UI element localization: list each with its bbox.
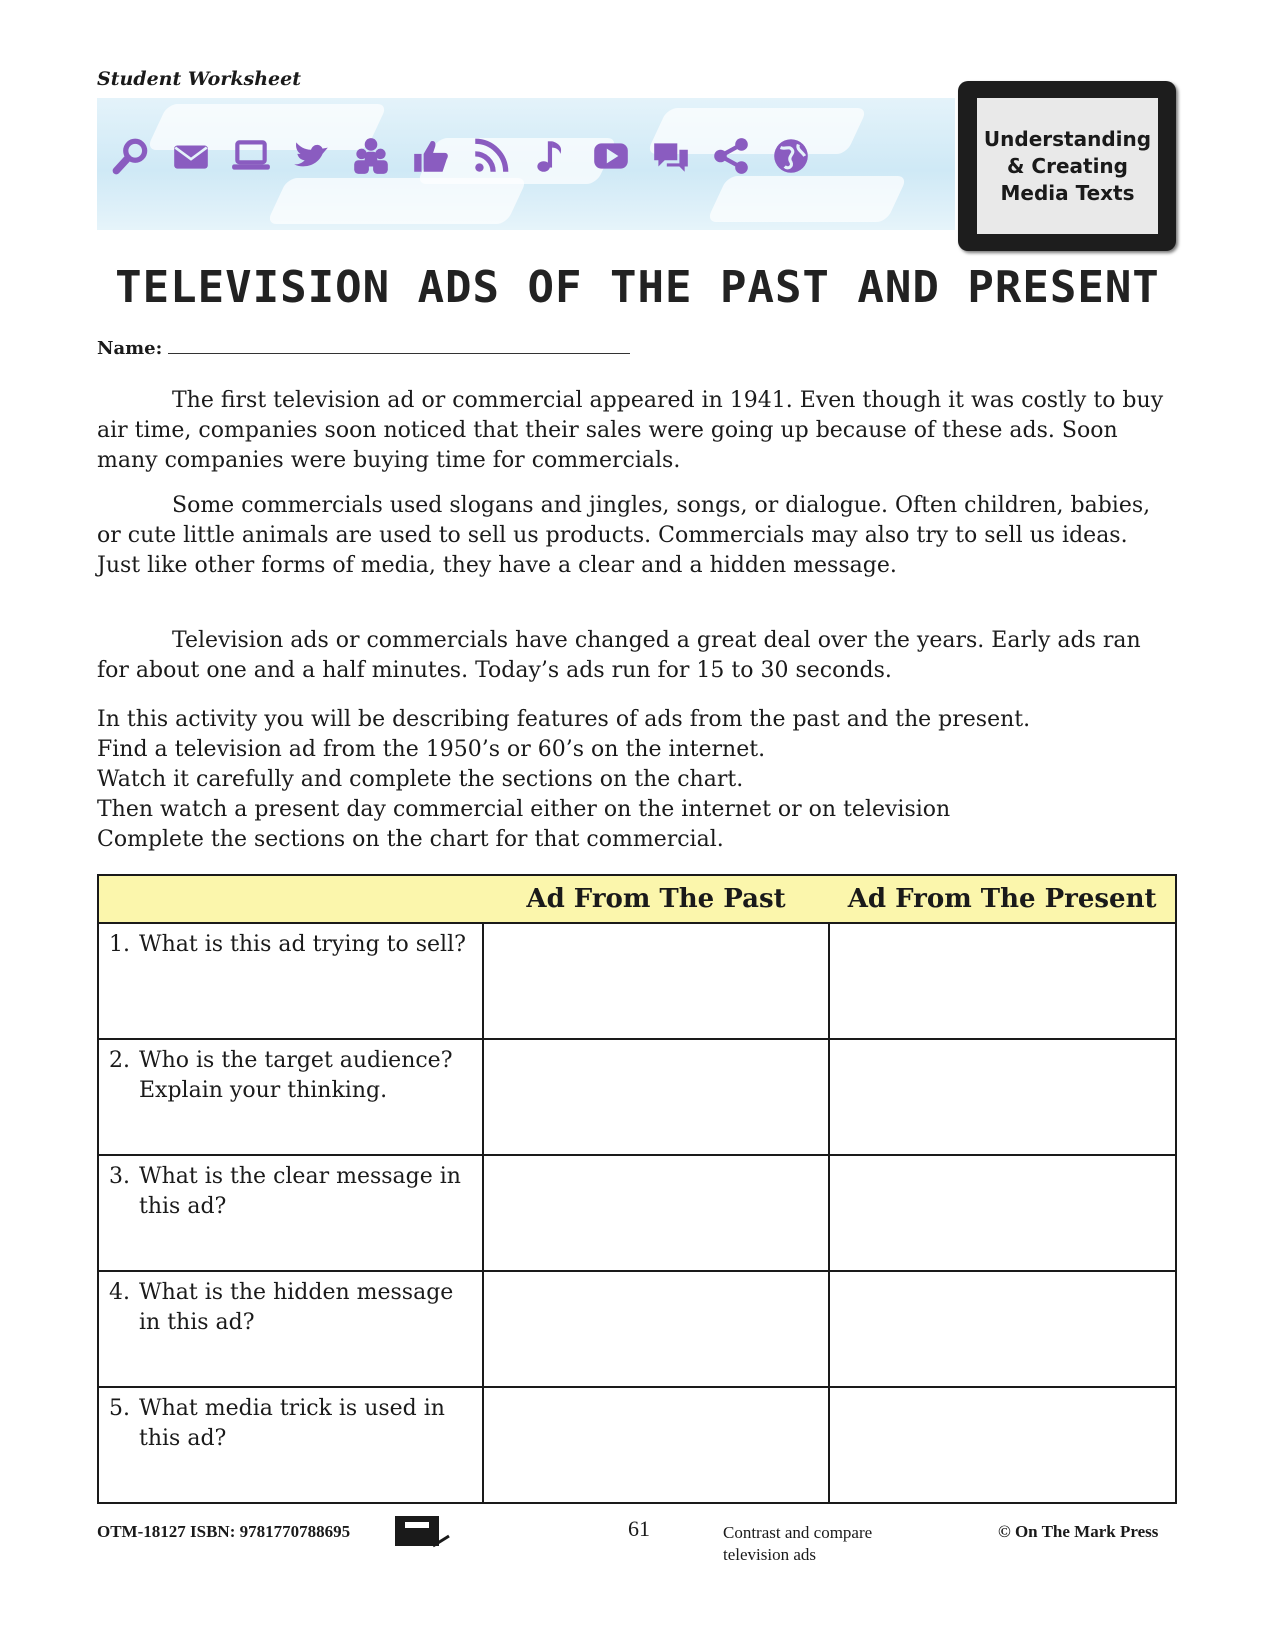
question-number: 4. — [109, 1280, 130, 1305]
table-row — [98, 1039, 1176, 1155]
media-icons-banner — [97, 98, 955, 230]
chat-icon — [649, 134, 693, 178]
page-title: TELEVISION ADS OF THE PAST AND PRESENT — [115, 262, 1160, 313]
question-number: 1. — [109, 932, 130, 957]
name-label: Name: — [97, 338, 163, 359]
intro-paragraph-1: The first television ad or commercial appeared in 1941. Even though it was costly to buy air time, companies soon noticed that their sales were going up because of these ads. Soon many companies were buying time for commercials. — [97, 388, 1164, 473]
badge-screen — [977, 98, 1158, 234]
globe-icon — [769, 134, 813, 178]
page-number: 61 — [628, 1516, 650, 1541]
present-answer-cell[interactable] — [829, 1387, 1176, 1503]
past-answer-cell[interactable] — [483, 1271, 830, 1387]
present-answer-cell[interactable] — [829, 1039, 1176, 1155]
play-icon — [589, 134, 633, 178]
question-number: 3. — [109, 1164, 130, 1189]
question-text: What media trick is used in this ad? — [139, 1396, 445, 1451]
mail-icon — [169, 134, 213, 178]
instruction-line: Find a television ad from the 1950’s or 60’s on the internet. — [97, 737, 766, 762]
activity-instructions — [97, 705, 1177, 855]
intro-paragraph-2: Some commercials used slogans and jingles, songs, or dialogue. Often children, babies, or cute little animals are used to sell us products. Commercials may also try to sell us ideas. Just like other forms of media, they have a clear and a hidden message. — [97, 493, 1151, 578]
name-field[interactable] — [97, 338, 630, 359]
share-icon — [709, 134, 753, 178]
question-cell — [98, 1271, 483, 1387]
instruction-line: Watch it carefully and complete the sections on the chart. — [97, 767, 744, 792]
badge-text: Understanding & Creating Media Texts — [983, 126, 1152, 205]
instruction-line: Then watch a present day commercial either on the internet or on television — [97, 797, 951, 822]
past-answer-cell[interactable] — [483, 1387, 830, 1503]
thumbs-up-icon — [409, 134, 453, 178]
people-icon — [349, 134, 393, 178]
present-answer-cell[interactable] — [829, 1155, 1176, 1271]
comparison-chart — [97, 874, 1177, 1504]
laptop-icon — [229, 134, 273, 178]
chart-header-row — [98, 875, 1176, 923]
table-row — [98, 1271, 1176, 1387]
question-text: What is the clear message in this ad? — [139, 1164, 461, 1219]
question-column-header — [98, 875, 483, 923]
table-row — [98, 1155, 1176, 1271]
question-number: 2. — [109, 1048, 130, 1073]
instruction-line: In this activity you will be describing features of ads from the past and the present. — [97, 707, 1031, 732]
question-cell — [98, 923, 483, 1039]
present-answer-cell[interactable] — [829, 1271, 1176, 1387]
past-answer-cell[interactable] — [483, 1039, 830, 1155]
question-text: Who is the target audience? Explain your thinking. — [139, 1048, 453, 1103]
rss-icon — [469, 134, 513, 178]
present-answer-cell[interactable] — [829, 923, 1176, 1039]
search-icon — [109, 134, 153, 178]
past-answer-cell[interactable] — [483, 1155, 830, 1271]
copyright: © On The Mark Press — [998, 1522, 1159, 1541]
music-note-icon — [529, 134, 573, 178]
product-code: OTM-18127 ISBN: 9781770788695 — [97, 1522, 351, 1541]
table-row — [98, 923, 1176, 1039]
table-row — [98, 1387, 1176, 1503]
question-text: What is this ad trying to sell? — [139, 932, 466, 957]
intro-paragraph-3: Television ads or commercials have changed a great deal over the years. Early ads ran for about one and a half minutes. Today’s ads run for 15 to 30 seconds. — [97, 628, 1141, 683]
question-cell — [98, 1039, 483, 1155]
question-text: What is the hidden message in this ad? — [139, 1280, 454, 1335]
past-answer-cell[interactable] — [483, 923, 830, 1039]
present-ad-column-header: Ad From The Present — [829, 875, 1176, 923]
page-description: Contrast and compare television ads — [723, 1523, 873, 1564]
question-number: 5. — [109, 1396, 130, 1421]
instruction-line: Complete the sections on the chart for that commercial. — [97, 827, 724, 852]
question-cell — [98, 1155, 483, 1271]
question-cell — [98, 1387, 483, 1503]
past-ad-column-header: Ad From The Past — [483, 875, 830, 923]
twitter-bird-icon — [289, 134, 333, 178]
media-texts-badge — [958, 81, 1176, 251]
name-blank-line[interactable] — [168, 339, 630, 354]
book-icon — [393, 1512, 451, 1550]
worksheet-label: Student Worksheet — [97, 68, 301, 90]
